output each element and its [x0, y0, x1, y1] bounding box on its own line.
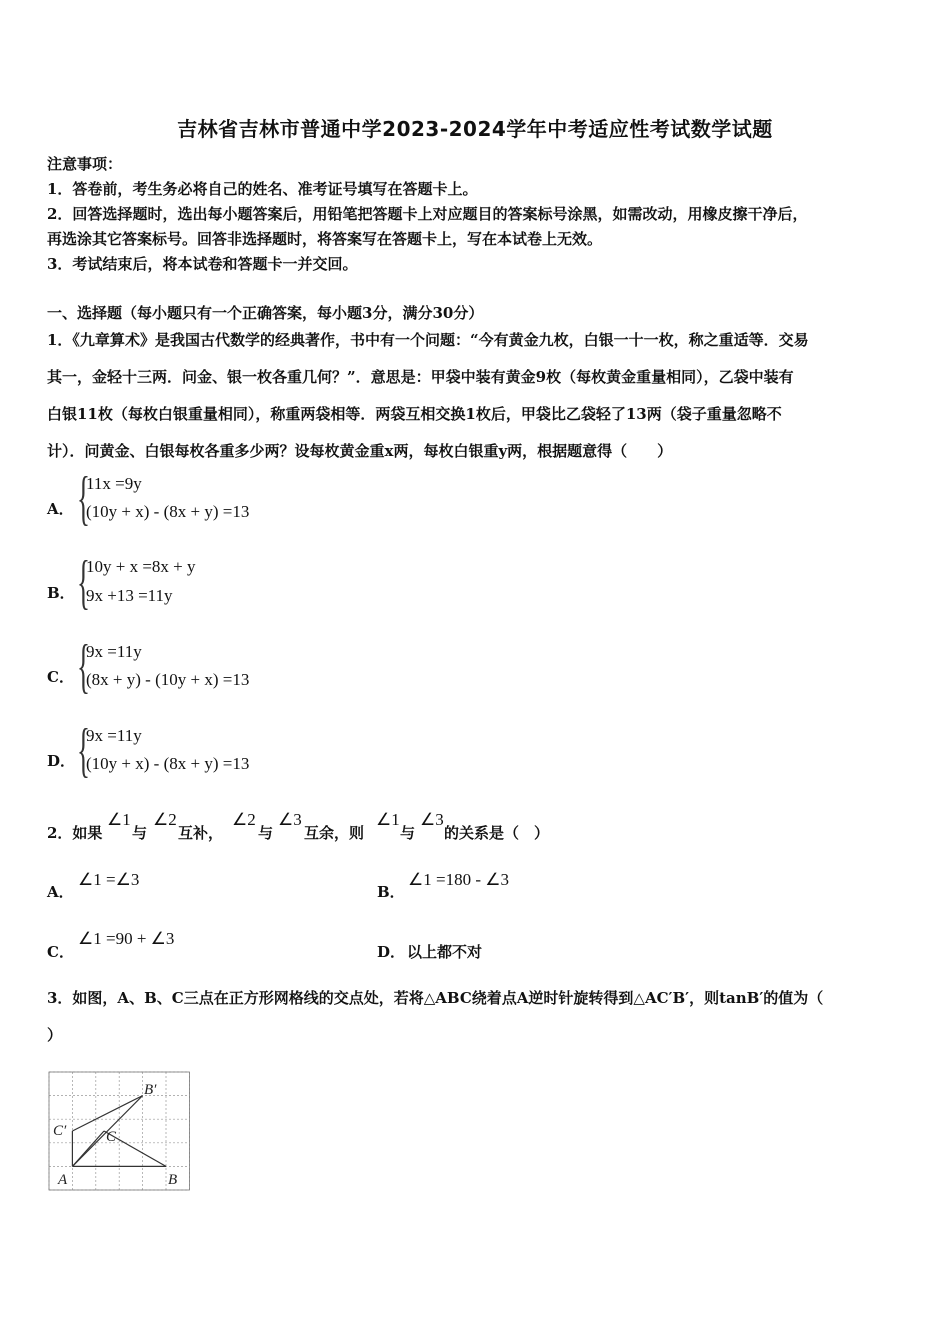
brace-icon: { [77, 633, 90, 699]
option-a-label[interactable]: A． [47, 500, 74, 518]
question-2-text: 2．如果 [47, 824, 103, 842]
question-2-text: 与 [132, 824, 148, 842]
notice-item: 3．考试结束后，将本试卷和答题卡一并交回。 [47, 255, 358, 273]
brace-icon: { [77, 549, 90, 615]
label-c-prime: C′ [53, 1123, 67, 1139]
notice-item: 2．回答选择题时，选出每小题答案后，用铅笔把答题卡上对应题目的答案标号涂黑，如需改动，用橡皮擦干净后， [47, 205, 808, 223]
label-b: B [168, 1172, 178, 1188]
question-1-text: 1．《九章算术》是我国古代数学的经典著作，书中有一个问题：“今有黄金九枚，白银一十一枚，称之重适等．交易 [47, 331, 809, 349]
brace-icon: { [77, 465, 90, 531]
angle-2: ∠2 [232, 810, 256, 829]
option-a-eq1: 11x =9y [86, 474, 142, 493]
question-3-text: 3．如图，A、B、C三点在正方形网格线的交点处，若将△ABC绕着点A逆时针旋转得到△AC′B′，则tanB′的值为（ [47, 989, 824, 1007]
option-b-eq2: 9x +13 =11y [86, 586, 173, 605]
angle-3: ∠3 [278, 810, 302, 829]
option-d-text: 以上都不对 [407, 943, 483, 961]
option-c-label[interactable]: C． [47, 668, 74, 686]
question-2-text: 互补， [178, 824, 224, 842]
option-a-eq2: (10y + x) - (8x + y) =13 [86, 502, 250, 521]
question-2-text: 互余，则 [304, 824, 365, 842]
question-2-text: 的关系是（ ） [444, 824, 550, 842]
option-a-text: ∠1 =∠3 [78, 870, 140, 889]
label-c: C [106, 1129, 117, 1145]
question-2-text: 与 [258, 824, 274, 842]
notice-heading: 注意事项： [47, 155, 123, 173]
option-b-label[interactable]: B． [47, 584, 75, 602]
option-c-eq2: (8x + y) - (10y + x) =13 [86, 670, 250, 689]
option-a-label[interactable]: A． [47, 883, 74, 901]
segment-cpbp [72, 1096, 142, 1131]
option-d-label[interactable]: D． [47, 752, 76, 770]
angle-1: ∠1 [376, 810, 400, 829]
label-b-prime: B′ [144, 1082, 157, 1098]
brace-icon: { [77, 717, 90, 783]
angle-3: ∠3 [420, 810, 444, 829]
option-d-eq2: (10y + x) - (8x + y) =13 [86, 754, 250, 773]
notice-item: 1．答卷前，考生务必将自己的姓名、准考证号填写在答题卡上。 [47, 180, 478, 198]
question-1-text: 白银11枚（每枚白银重量相同），称重两袋相等．两袋互相交换1枚后，甲袋比乙袋轻了13两（袋子重量忽略不 [47, 405, 782, 423]
option-c-label[interactable]: C． [47, 943, 74, 961]
section-heading: 一、选择题（每小题只有一个正确答案，每小题3分，满分30分） [47, 304, 484, 322]
page-title: 吉林省吉林市普通中学2023-2024学年中考适应性考试数学试题 [177, 117, 773, 141]
option-b-text: ∠1 =180 - ∠3 [408, 870, 509, 889]
option-b-eq1: 10y + x =8x + y [86, 557, 196, 576]
question-2-text: 与 [400, 824, 416, 842]
notice-item: 再选涂其它答案标号。回答非选择题时，将答案写在答题卡上，写在本试卷上无效。 [47, 230, 603, 248]
option-d-eq1: 9x =11y [86, 726, 142, 745]
grid-figure [46, 1068, 194, 1194]
option-d-label[interactable]: D． [377, 943, 406, 961]
angle-2: ∠2 [153, 810, 177, 829]
label-a: A [58, 1172, 68, 1188]
question-1-text: 其一，金轻十三两．问金、银一枚各重几何？”．意思是：甲袋中装有黄金9枚（每枚黄金重量相同），乙袋中装有 [47, 368, 794, 386]
option-c-text: ∠1 =90 + ∠3 [78, 929, 175, 948]
angle-1: ∠1 [107, 810, 131, 829]
option-c-eq1: 9x =11y [86, 642, 142, 661]
question-1-text: 计）．问黄金、白银每枚各重多少两？设每枚黄金重x两，每枚白银重y两，根据题意得（ ） [47, 442, 673, 460]
question-3-text: ） [47, 1026, 63, 1044]
option-b-label[interactable]: B． [377, 883, 405, 901]
